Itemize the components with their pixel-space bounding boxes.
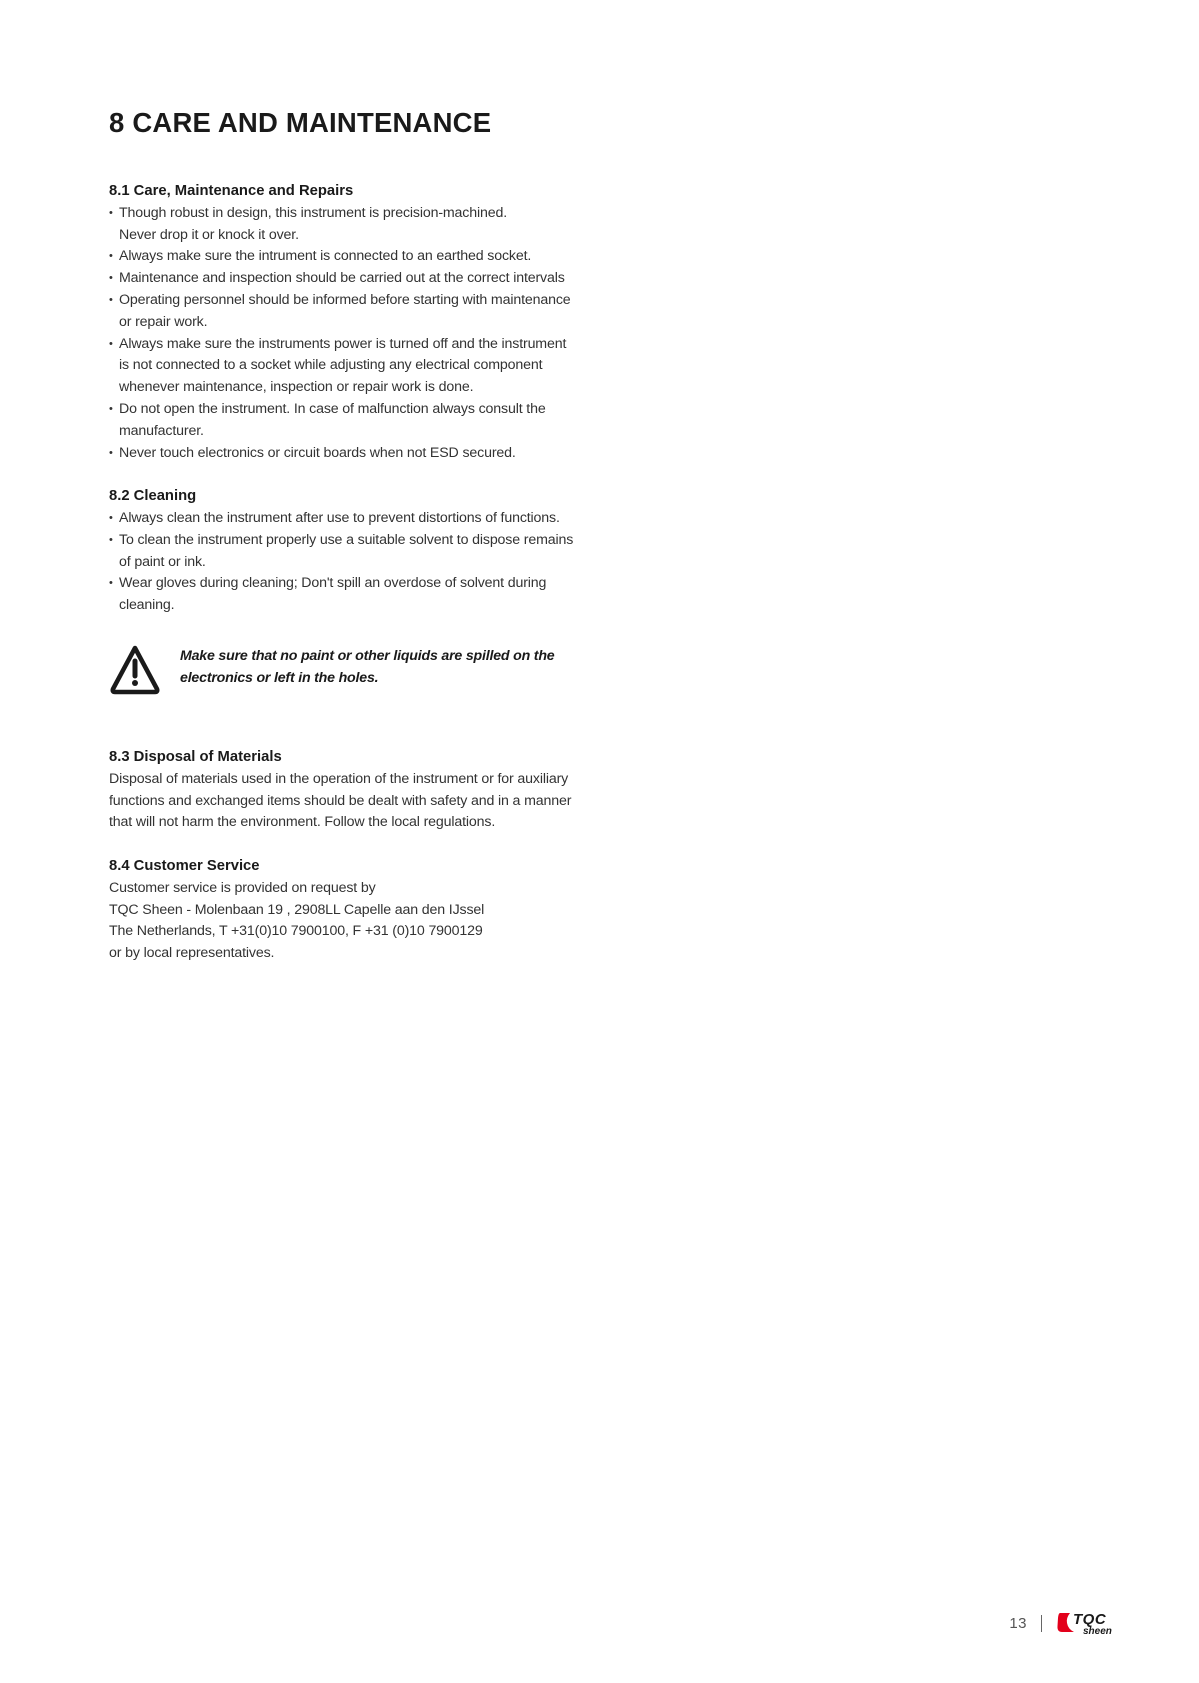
list-item-line: • Operating personnel should be informed before starting with maintenance (119, 291, 571, 308)
list-item (109, 443, 609, 465)
paragraph-line: TQC Sheen - Molenbaan 19 , 2908LL Capelle aan den IJssel (109, 901, 485, 918)
list-item-line: • Always clean the instrument after use to prevent distortions of functions. (119, 509, 560, 526)
warning-notice (109, 644, 609, 704)
page-footer (1009, 1608, 1124, 1638)
logo-word-tqc: TQC (1073, 1611, 1107, 1628)
paragraph-line: functions and exchanged items should be dealt with safety and in a manner (109, 792, 572, 809)
list-item-line: • Never touch electronics or circuit boards when not ESD secured. (119, 444, 516, 461)
list-item-line: • Maintenance and inspection should be carried out at the correct intervals (119, 270, 565, 287)
warning-line: Make sure that no paint or other liquids are spilled on the (180, 647, 555, 664)
list-item (109, 203, 609, 247)
page-number: 13 (1009, 1614, 1027, 1632)
section-heading: 8.2 Cleaning (109, 488, 197, 505)
paragraph-line: Disposal of materials used in the operation of the instrument or for auxiliary (109, 770, 569, 787)
list-item (109, 508, 609, 530)
paragraph-line: Customer service is provided on request by (109, 879, 376, 896)
list-item-line: • Wear gloves during cleaning; Don't spill an overdose of solvent during (119, 575, 547, 592)
list-item (109, 573, 609, 617)
list-item-line: or repair work. (119, 313, 208, 330)
list-item-line: is not connected to a socket while adjusting any electrical component (119, 357, 543, 374)
list-item (109, 334, 609, 399)
tqc-sheen-logo (1056, 1610, 1124, 1636)
list-item-line: cleaning. (119, 597, 175, 614)
bullet-list (109, 203, 609, 465)
section-heading: 8.1 Care, Maintenance and Repairs (109, 183, 354, 199)
page-content (109, 181, 609, 987)
list-item-line: • Though robust in design, this instrument is precision-machined. (119, 204, 508, 221)
list-item-line: • To clean the instrument properly use a suitable solvent to dispose remains (119, 531, 574, 548)
page-title: 8 CARE AND MAINTENANCE (109, 107, 492, 138)
warning-text (180, 646, 600, 690)
section-disposal (109, 747, 609, 834)
section-customer-service (109, 856, 609, 965)
list-item-line: • Always make sure the instruments power is turned off and the instrument (119, 335, 567, 352)
list-item-line: • Do not open the instrument. In case of malfunction always consult the (119, 400, 546, 417)
list-item-line: whenever maintenance, inspection or repair work is done. (119, 379, 474, 396)
warning-triangle-icon (109, 644, 161, 696)
warning-line: electronics or left in the holes. (180, 669, 379, 686)
list-item (109, 246, 609, 268)
bullet-list (109, 508, 609, 617)
list-item (109, 268, 609, 290)
logo-word-sheen: sheen (1083, 1626, 1112, 1636)
list-item-line: of paint or ink. (119, 553, 206, 570)
paragraph-line: The Netherlands, T +31(0)10 7900100, F +31 (0)10 7900129 (109, 923, 483, 940)
list-item (109, 530, 609, 574)
paragraph-line: that will not harm the environment. Follow the local regulations. (109, 814, 496, 831)
section-heading: 8.4 Customer Service (109, 857, 260, 874)
list-item-line: Never drop it or knock it over. (119, 226, 299, 243)
section-cleaning (109, 486, 609, 617)
list-item-line: • Always make sure the intrument is connected to an earthed socket. (119, 248, 532, 265)
section-heading: 8.3 Disposal of Materials (109, 748, 282, 765)
list-item-line: manufacturer. (119, 422, 204, 439)
list-item (109, 290, 609, 334)
list-item (109, 399, 609, 443)
footer-divider (1041, 1615, 1042, 1632)
section-care-maintenance (109, 181, 609, 464)
paragraph-line: or by local representatives. (109, 945, 275, 962)
